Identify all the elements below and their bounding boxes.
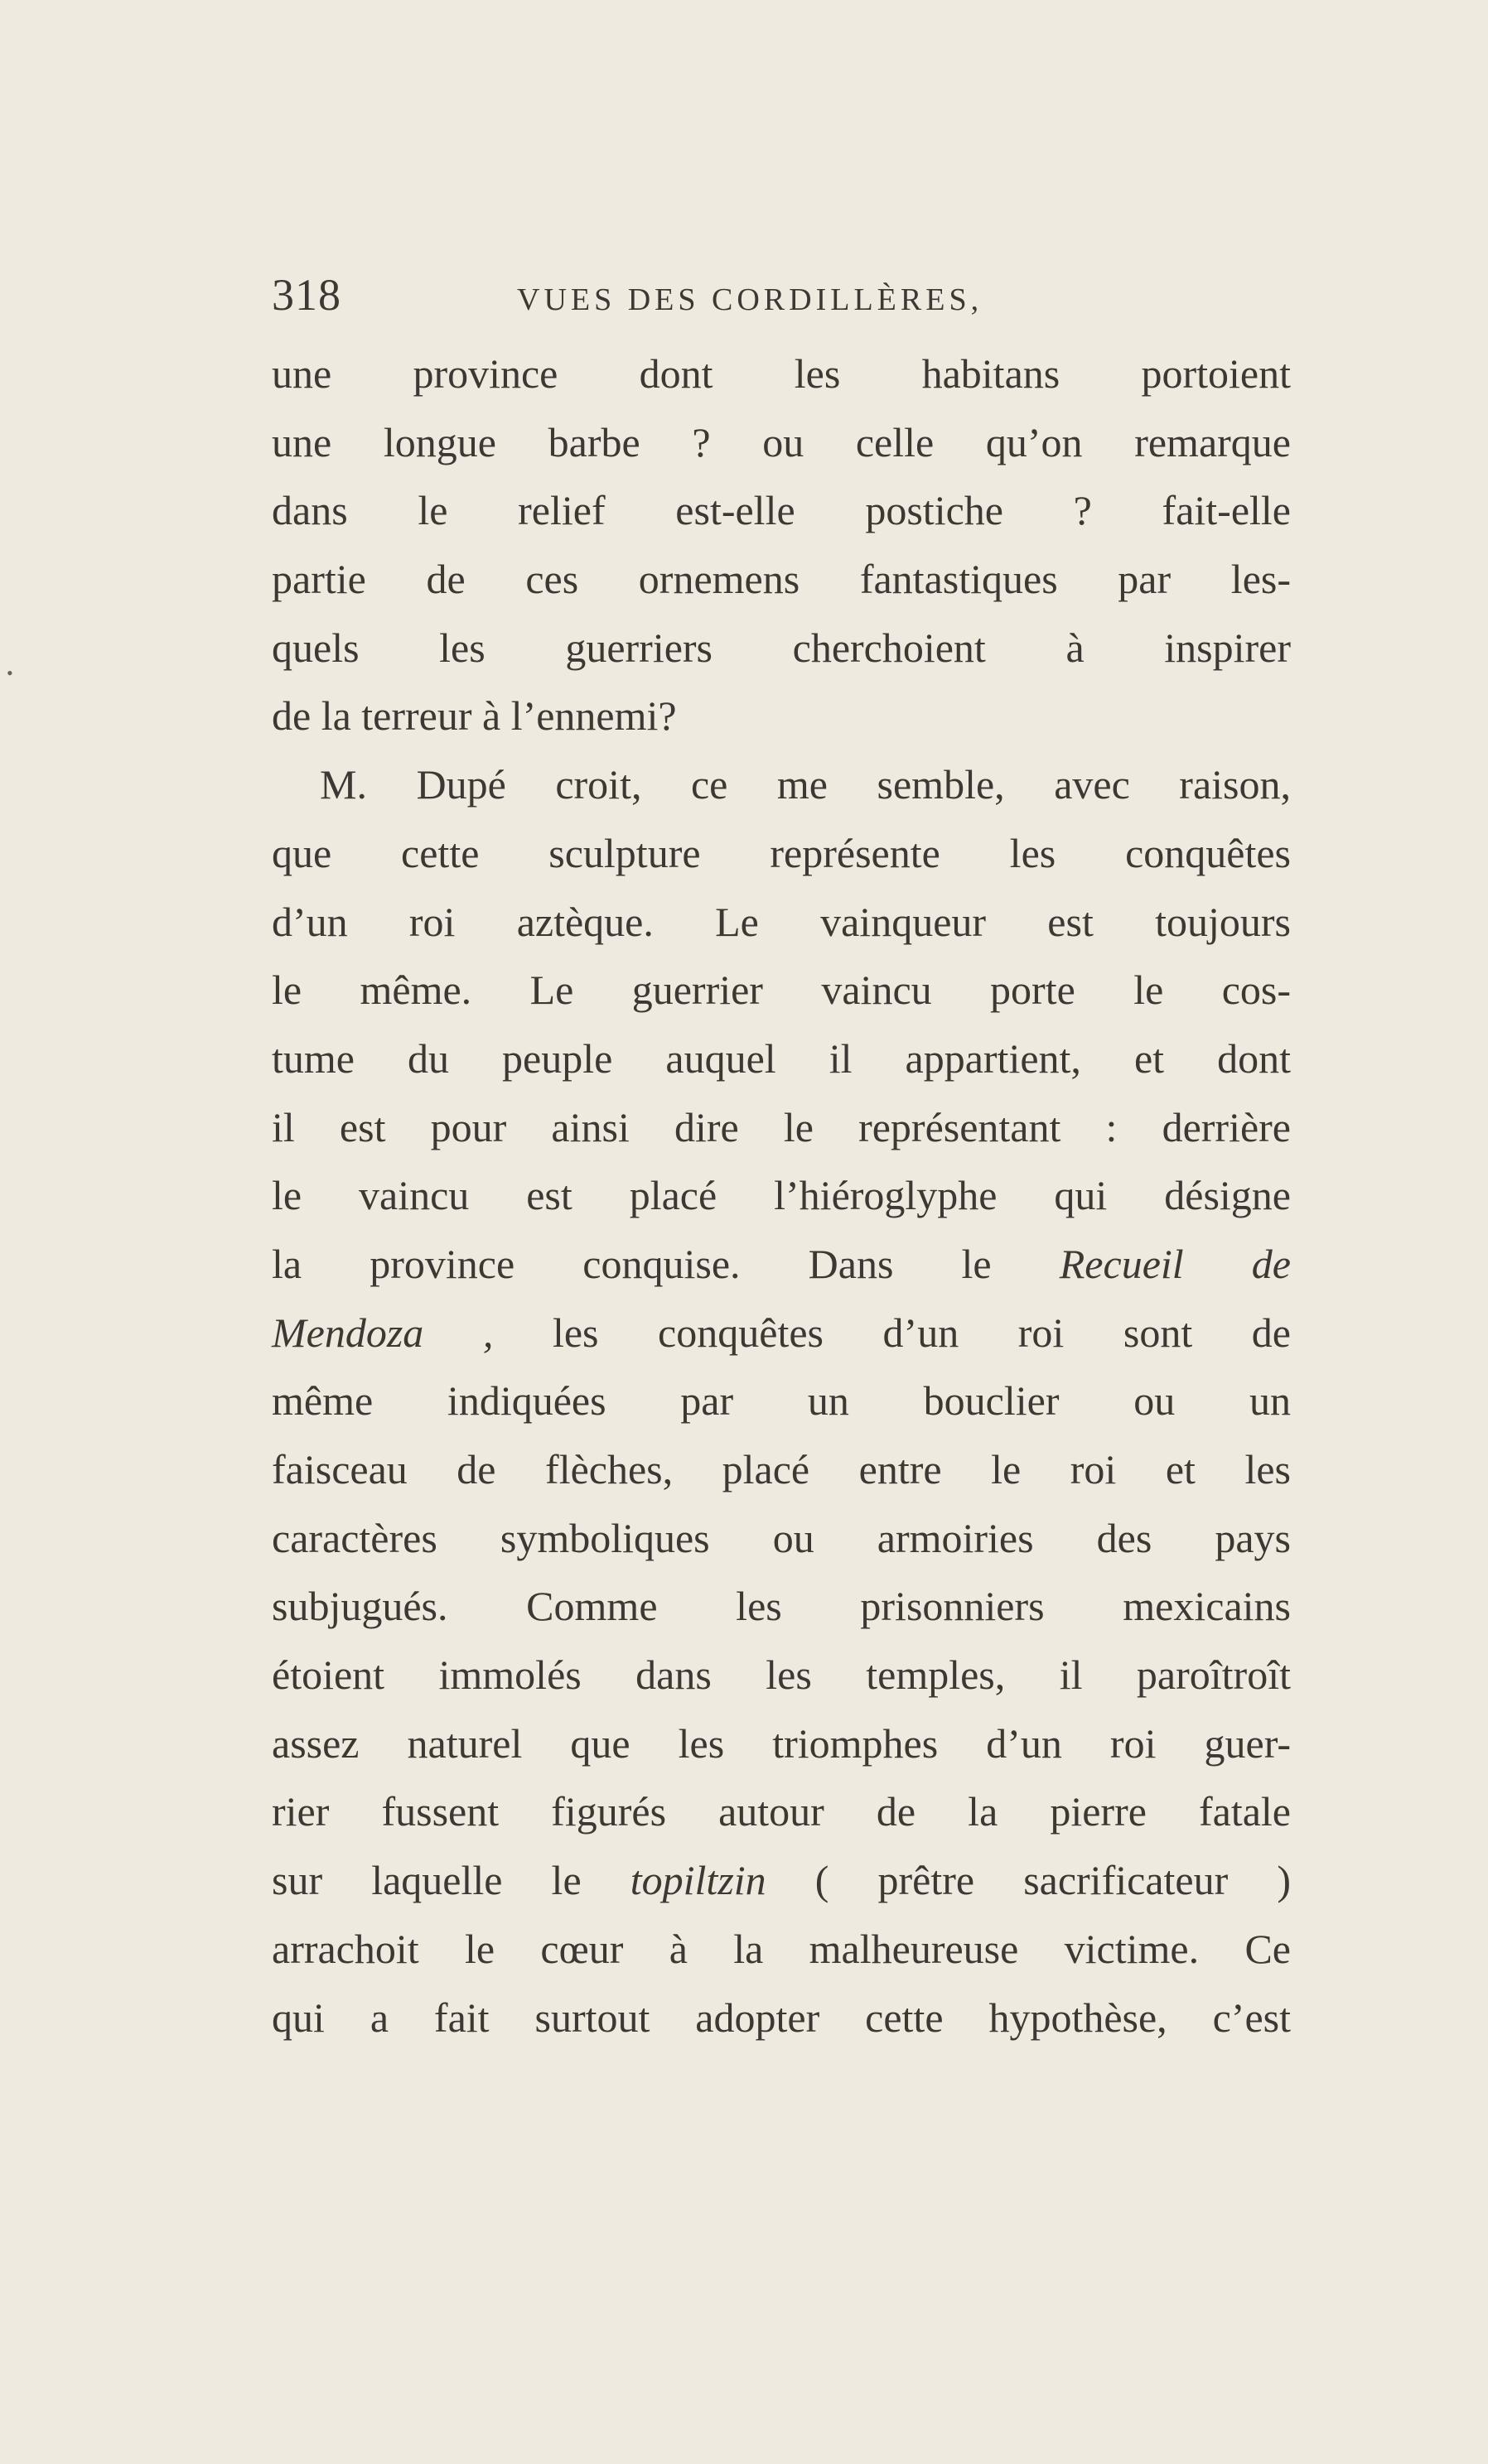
text-line: de la terreur à l’ennemi? <box>272 692 677 740</box>
text-line: une longue barbe ? ou celle qu’on remarque <box>272 418 1291 465</box>
text-line: subjugués. Comme les prisonniers mexicains <box>272 1583 1291 1630</box>
body-text <box>272 340 1291 2052</box>
text-line: même indiquées par un bouclier ou un <box>272 1377 1291 1425</box>
text-line: assez naturel que les triomphes d’un roi guer- <box>272 1719 1291 1767</box>
text-line: partie de ces ornemens fantastiques par les- <box>272 556 1291 603</box>
margin-mark: • <box>7 663 13 683</box>
text-line: faisceau de flèches, placé entre le roi et les <box>272 1446 1291 1492</box>
text-line: qui a fait surtout adopter cette hypothèse, c’est <box>272 1994 1291 2041</box>
text-segment: les conquêtes d’un roi sont de <box>493 1309 1291 1356</box>
text-line: dans le relief est-elle postiche ? fait-elle <box>272 487 1291 534</box>
text-line: que cette sculpture représente les conquêtes <box>272 829 1291 876</box>
text-segment: sur laquelle le <box>272 1857 630 1904</box>
text-line: il est pour ainsi dire le représentant : derrière <box>272 1103 1291 1150</box>
text-segment: la province conquise. Dans le <box>272 1240 1060 1287</box>
text-line: M. Dupé croit, ce me semble, avec raison, <box>320 761 1291 808</box>
text-line: arrachoit le cœur à la malheureuse victime. Ce <box>272 1925 1291 1972</box>
text-line: le vaincu est placé l’hiéroglyphe qui désigne <box>272 1172 1291 1219</box>
italic-title: Recueil de <box>1059 1240 1291 1287</box>
page-number: 318 <box>272 270 341 320</box>
text-line: d’un roi aztèque. Le vainqueur est toujours <box>272 898 1291 945</box>
text-line: une province dont les habitans portoient <box>272 350 1291 397</box>
italic-title: Mendoza , <box>272 1309 494 1356</box>
text-line: quels les guerriers cherchoient à inspirer <box>272 624 1291 671</box>
text-segment: ( prêtre sacrificateur ) <box>766 1857 1291 1904</box>
running-title: VUES DES CORDILLÈRES, <box>517 282 983 317</box>
italic-term: topiltzin <box>630 1857 766 1904</box>
text-line <box>272 1299 1291 1367</box>
text-line <box>272 1230 1291 1299</box>
text-line: caractères symboliques ou armoiries des pays <box>272 1514 1291 1561</box>
page-header <box>272 262 1291 328</box>
text-line <box>272 1846 1291 1915</box>
text-line: le même. Le guerrier vaincu porte le cos- <box>272 967 1291 1014</box>
text-line: étoient immolés dans les temples, il paroîtroît <box>272 1652 1291 1699</box>
text-line: tume du peuple auquel il appartient, et dont <box>272 1034 1291 1082</box>
text-line: rier fussent figurés autour de la pierre fatale <box>272 1788 1291 1835</box>
